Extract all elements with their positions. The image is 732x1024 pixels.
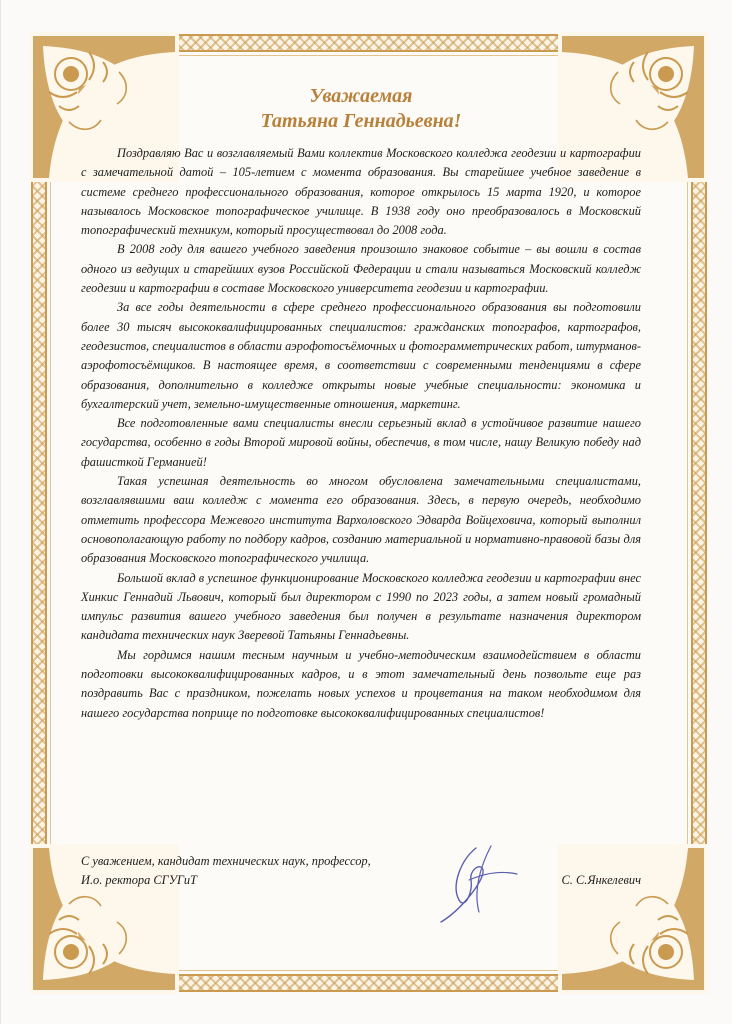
signature-icon	[421, 840, 531, 930]
signer-name: С. С.Янкелевич	[561, 873, 641, 887]
letter-body	[81, 144, 641, 723]
paragraph: Все подготовленные вами специалисты внесли серьезный вклад в устойчивое развитие нашего государства, особенно в годы Второй мировой войны, обеспечив, в том числе, нашу Великую победу над фашисткой Германией!	[81, 416, 641, 469]
paragraph: В 2008 году для вашего учебного заведения произошло знаковое событие – вы вошли в состав одного из ведущих и старейших вузов Российской Федерации и стали называться Московский колледж геодезии и картографии в составе Московского университета геодезии и картографии.	[81, 242, 641, 296]
paragraph: Большой вклад в успешное функционирование Московского колледжа геодезии и картографии внес Хинкис Геннадий Львович, который был директором с 1990 по 2023 годы, а затем новый громадный импульс развития вашего учебного заведения был получен в результате назначения директором кандидата технических наук Зверевой Татьяны Геннадьевны.	[81, 570, 641, 643]
handwritten-signature	[421, 840, 531, 930]
letter-content	[81, 84, 641, 723]
paragraph: За все годы деятельности в сфере среднего профессионального образования вы подготовили более 30 тысяч высококвалифицированных специалистов: гражданских топографов, картографов, геодезистов, специалистов в области аэрофотосъёмочных и фотограмметрических работ, штурманов-аэрофотосъёмщиков. В настоящее время, в соответствии с современными тенденциями в сфере образования, дополнительно в колледже открыты новые учебные специальности: экономика и бухгалтерский учет, земельно-имущественные отношения, маркетинг.	[81, 300, 641, 411]
letter-closing	[81, 852, 641, 891]
letter-heading	[81, 84, 641, 134]
heading-line-1: Уважаемая	[309, 85, 413, 107]
closing-regards: С уважением, кандидат технических наук, профессор,	[81, 854, 371, 868]
paragraph: Поздравляю Вас и возглавляемый Вами коллектив Московского колледжа геодезии и картографии с замечательной датой – 105-летием с момента образования. Вы старейшее учебное заведение в системе среднего профессионального образования, которое открылось 15 марта 1920, и которое называлось Московское топографическое училище. В 1938 году оно преобразовалось в Московский топографический техникум, который просуществовал до 2008 года.	[81, 146, 641, 238]
heading-line-2: Татьяна Геннадьевна!	[260, 110, 462, 132]
paragraph: Мы гордимся нашим тесным научным и учебно-методическим взаимодействием в области подготовки высококвалифицированных кадров, и в этот замечательный день позвольте еще раз поздравить Вас с праздником, пожелать новых успехов и процветания на таком необходимом для нашего государства поприще по подготовке высококвалифицированных специалистов!	[81, 647, 641, 720]
paragraph: Такая успешная деятельность во многом обусловлена замечательными специалистами, возглавлявшими ваш колледж с момента его образования. Здесь, в первую очередь, необходимо отметить профессора Межевого института Вархоловского Эдварда Войцеховича, который выполнил основополагающую работу по подбору кадров, созданию материальной и нормативно-правовой базы для образования Московского топографического училища.	[81, 474, 641, 566]
closing-position: И.о. ректора СГУГиТ	[81, 873, 197, 888]
